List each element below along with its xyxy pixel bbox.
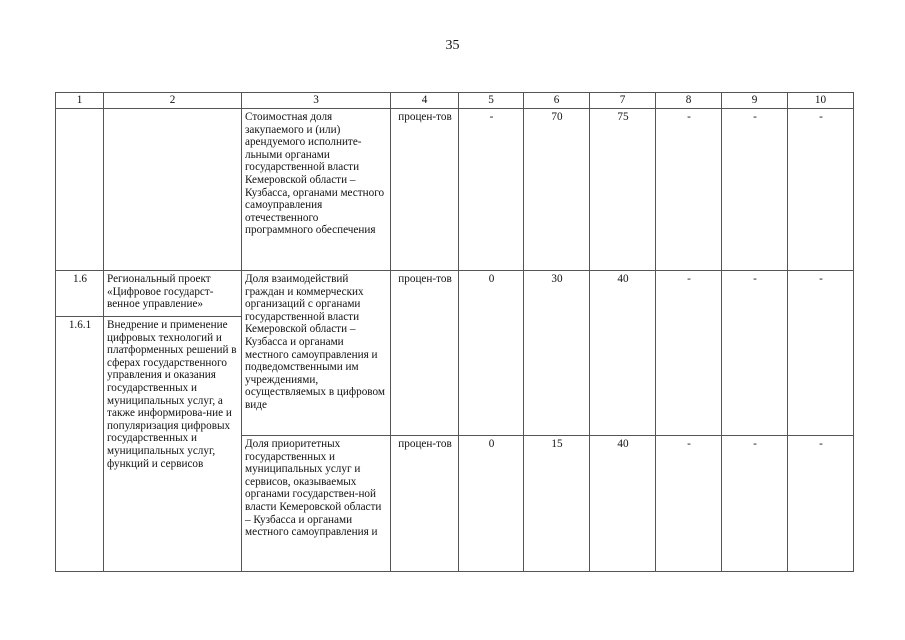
indicator-cell: Доля взаимодействий граждан и коммерческих организаций с органами государственной власти Кемеровской области – Кузбасса и органами местного самоуправления и подведомственными им учреждениями, осуществляемых в цифровом виде [242,271,391,436]
value-cell: 15 [524,436,590,572]
table-row [56,271,854,317]
indicator-cell: Доля приоритетных государственных и муниципальных услуг и сервисов, оказываемых органами государствен-ной власти Кемеровской области – Кузбасса и органами местного самоуправления и [242,436,391,572]
table-row [56,109,854,271]
value-cell: - [722,271,788,436]
value-cell: - [656,271,722,436]
table-header-row [56,93,854,109]
header-cell: 3 [242,93,391,109]
header-cell: 1 [56,93,104,109]
header-cell: 6 [524,93,590,109]
header-cell: 7 [590,93,656,109]
header-cell: 10 [788,93,854,109]
value-cell: 70 [524,109,590,271]
header-cell: 8 [656,93,722,109]
value-cell: 0 [459,436,524,572]
value-cell: - [722,436,788,572]
value-cell: 40 [590,271,656,436]
value-cell: - [656,109,722,271]
row-name-cell: Региональный проект «Цифровое государст-венное управление» [104,271,242,317]
unit-cell: процен-тов [391,109,459,271]
row-number-cell: 1.6.1 [56,317,104,572]
unit-cell: процен-тов [391,436,459,572]
value-cell: - [656,436,722,572]
value-cell: 40 [590,436,656,572]
header-cell: 4 [391,93,459,109]
row-name-cell [104,109,242,271]
row-name-cell: Внедрение и применение цифровых технологий и платформенных решений в сферах государственного управления и оказания государственных и муниципальных услуг, а также информирова-ние и популяризация цифровых государственных и муниципальных услуг, функций и сервисов [104,317,242,572]
header-cell: 9 [722,93,788,109]
unit-cell: процен-тов [391,271,459,436]
value-cell: - [788,436,854,572]
value-cell: 75 [590,109,656,271]
page-number: 35 [445,38,460,53]
header-cell: 5 [459,93,524,109]
value-cell: - [788,271,854,436]
value-cell: 0 [459,271,524,436]
value-cell: - [788,109,854,271]
indicators-table [55,92,854,572]
row-number-cell [56,109,104,271]
value-cell: - [722,109,788,271]
value-cell: - [459,109,524,271]
indicator-cell: Стоимостная доля закупаемого и (или) арендуемого исполните-льными органами государственной власти Кемеровской области – Кузбасса, органами местного самоуправления отечественного программного обеспечения [242,109,391,271]
header-cell: 2 [104,93,242,109]
value-cell: 30 [524,271,590,436]
row-number-cell: 1.6 [56,271,104,317]
